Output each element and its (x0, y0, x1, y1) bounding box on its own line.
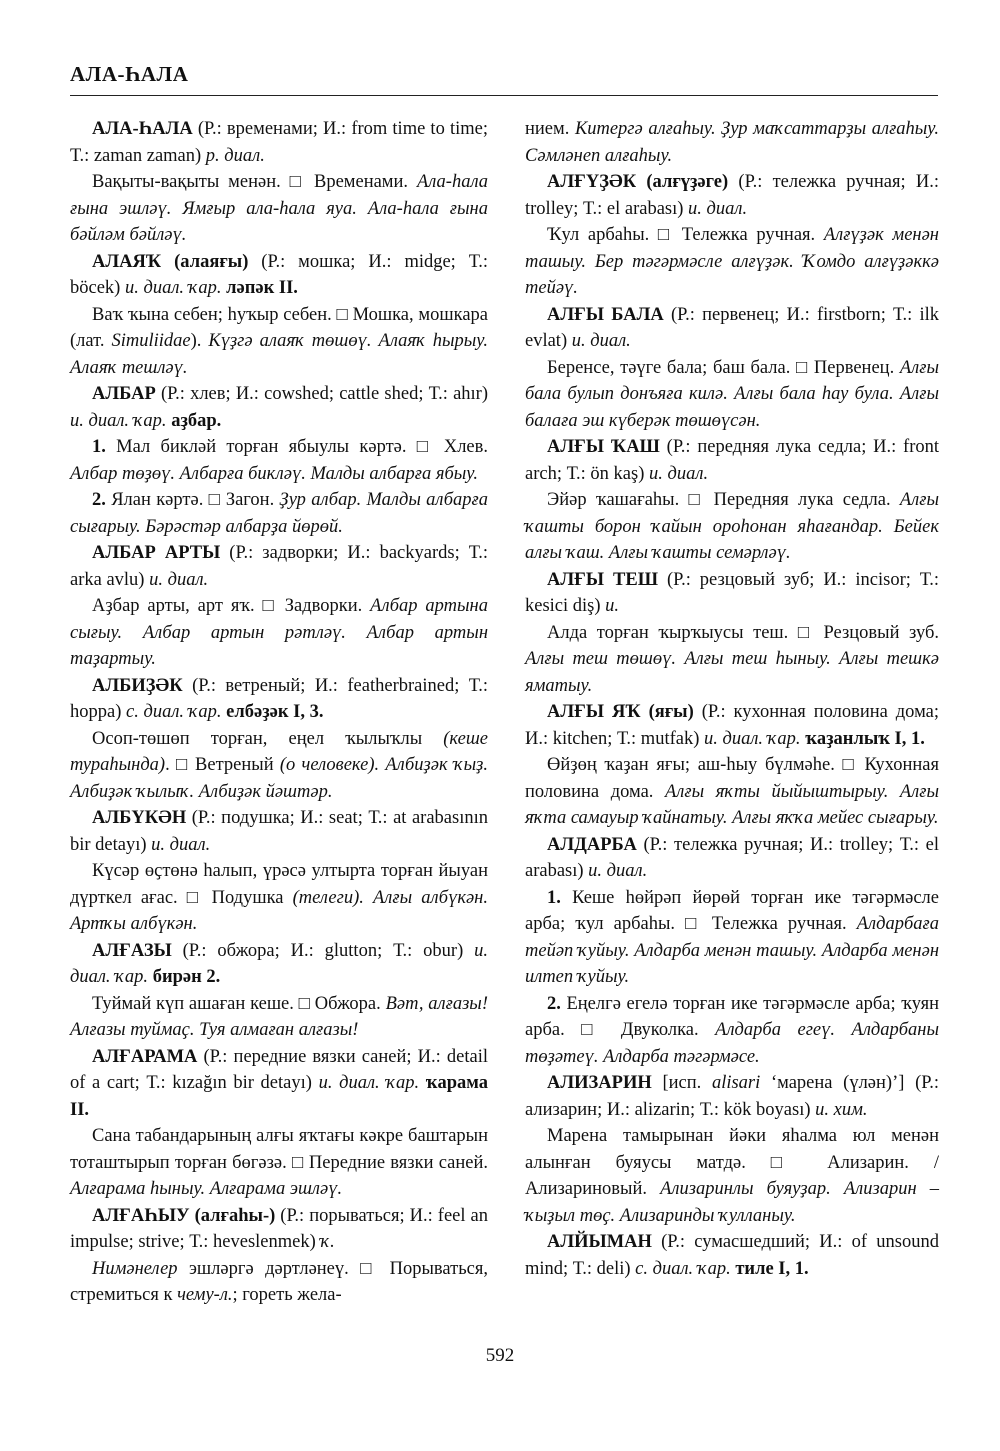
dictionary-entry (70, 249, 488, 302)
italic-text: Ализаринлы буяуҙар. Ализарин – ҡыҙыл төҫ. Ализаринды ҡулланыу. (525, 1179, 939, 1226)
entry-text (70, 991, 488, 1044)
italic-text: (о человеке). Албиҙәк ҡыҙ. Албиҙәк ҡылыҡ. Албиҙәк йәштәр. (70, 755, 488, 802)
text-run: (Р.: порываться; И.: feel an impulse; strive; Т.: heveslenmek) (70, 1205, 488, 1252)
italic-text: и. диал. (588, 861, 648, 881)
text-run: (Р.: кухонная половина дома; И.: kitchen; Т.: mutfak) (525, 702, 939, 749)
italic-text: и. диал. ҡар. (704, 728, 801, 749)
text-run: (Р.: передняя лука седла; И.: front arch; Т.: ön kaş) (525, 437, 939, 484)
italic-text: и. (605, 596, 620, 616)
dictionary-entry (525, 832, 939, 885)
italic-text: и. хим. (815, 1099, 868, 1120)
headword: АЛҒЫ БАЛА (547, 304, 664, 325)
entry-text (525, 1123, 939, 1229)
headword: 2. (92, 490, 106, 510)
dictionary-entry (70, 1044, 488, 1124)
italic-text: с. диал. ҡар. (126, 702, 222, 722)
italic-text: Ҙур албар. Малды албарға сығарыу. Бәрәстәр албарҙа йөрөй. (70, 490, 489, 537)
text-run: (Р.: резцовый зуб; И.: incisor; Т.: kesici diş) (525, 569, 940, 616)
text-run: (Р.: мошка; И.: midge; Т.: böcek) (70, 251, 488, 298)
text-run: ; гореть жела- (232, 1285, 342, 1305)
entry-text (525, 991, 939, 1071)
entry-text (70, 302, 488, 382)
headword: АЛБАР АРТЫ (92, 543, 221, 563)
headword: елбәҙәк I, 3. (221, 702, 324, 722)
headword: АЛҒАЗЫ (92, 940, 172, 961)
dictionary-entry (525, 1070, 939, 1123)
text-run: (Р.: временами; И.: from time to time; Т.: zaman zaman) (70, 119, 488, 166)
italic-text: Күҙгә алаяҡ төшөү. Алаяҡ һырыу. Алаяҡ тешләү. (70, 331, 488, 378)
entry-text (525, 355, 939, 435)
headword: 1. (92, 437, 106, 457)
headword: АЛДАРБА (547, 834, 637, 855)
italic-text: (кеше тураһында) (70, 728, 488, 775)
dictionary-entry (525, 434, 939, 487)
text-run: . □ Ветреный (165, 755, 280, 775)
italic-text: и. диал. (688, 198, 748, 219)
italic-text: Simuliidae (111, 331, 191, 351)
text-run: Кеше һөйрәп йөрөй торған ике тәгәрмәсле арба; ҡул арбаһы. □ Тележка ручная. (525, 887, 939, 934)
text-run: Эйәр ҡашағаһы. □ Передняя лука седла. (547, 490, 900, 510)
text-run: Аҙбар арты, арт яҡ. □ Задворки. (92, 596, 371, 616)
text-run: Беренсе, тәүге бала; баш бала. □ Первенец. (547, 357, 900, 378)
headword: ҡарама II. (70, 1073, 488, 1120)
entry-text (525, 885, 939, 991)
entry-text (70, 434, 488, 487)
dictionary-entry (70, 805, 488, 858)
text-run: (Р.: первенец; И.: firstborn; Т.: ilk evlat) (525, 304, 939, 351)
text-run: Ваҡ ҡына себен; һуҡыр себен. □ Мошка, мошкара (лат. (70, 304, 488, 351)
text-run: [исп. (651, 1073, 712, 1093)
text-run: (Р.: тележка ручная; И.: trolley; Т.: el arabası) (525, 834, 939, 881)
dictionary-entry (70, 381, 488, 434)
dictionary-entry (70, 673, 488, 726)
italic-text: Китергә алғаһыу. Ҙур маҡсаттарҙы алғаһыу. Сәмләнеп алғаһыу. (525, 119, 939, 166)
text-run: (Р.: сумасшедший; И.: of unsound mind; Т.: deli) (525, 1232, 939, 1279)
italic-text: Алдарбаға тейәп ҡуйыу. Алдарба менән ташыу. Алдарба менән илтеп ҡуйыу. (525, 914, 939, 987)
headword: АЛА-ҺАЛА (92, 119, 193, 139)
italic-text: и. диал. (151, 834, 211, 855)
headword: 2. (547, 993, 561, 1014)
entry-text (70, 726, 488, 806)
text-run: Осоп-төшөп торған, еңел ҡылыҡлы (92, 728, 444, 749)
italic-text: и. диал. (571, 331, 631, 351)
italic-text: р. диал. (205, 145, 265, 166)
headword: АЛБИҘӘК (92, 675, 183, 696)
italic-text: и. диал. ҡар. (70, 410, 167, 431)
text-run: Ҡул арбаһы. □ Тележка ручная. (547, 225, 824, 245)
italic-text: и. диал. ҡар. (70, 940, 488, 987)
italic-text: чему-л. (177, 1285, 233, 1305)
entry-text (70, 1123, 488, 1203)
italic-text: (телеги). Алғы албүкән. Артҡы албүкән. (70, 887, 488, 934)
text-run: Ялан кәртә. □ Загон. (105, 490, 280, 510)
text-run: (Р.: ветреный; И.: featherbrained; Т.: hoppa) (70, 675, 488, 722)
text-run: (Р.: обжора; И.: glutton; Т.: obur) (171, 940, 475, 961)
headword: АЛҒАҺЫУ (алғаһы-) (92, 1205, 276, 1226)
italic-text: Ала-һала ғына эшләү. Ямғыр ала-һала яуа. Ала-һала ғына бәйләм бәйләү. (70, 172, 488, 245)
text-run: Туймай күп ашаған кеше. □ Обжора. (92, 993, 386, 1014)
italic-text: и. диал. (149, 569, 209, 590)
headword: ләпәк II. (221, 278, 298, 298)
text-run: Марена тамырынан йәки яһалма юл менән алынған буяусы матдә. □ Ализарин. / Ализариновый. (525, 1126, 939, 1199)
text-run: Мал биклəй торған ябыулы кәртә. □ Хлев. (105, 437, 488, 457)
dictionary-entry (70, 938, 488, 991)
entry-text (525, 487, 939, 567)
dictionary-entry (525, 302, 939, 355)
text-run: ). (190, 331, 209, 351)
text-run: (Р.: задворки; И.: backyards; Т.: arka avlu) (70, 543, 488, 590)
text-run: (Р.: подушка; И.: seat; Т.: at arabasının bir detayı) (70, 808, 488, 855)
italic-text: Алғы яҡты йыйыштырыу. Алғы яҡта самауыр ҡайнатыу. Алғы яҡҡа мейес сығарыу. (525, 781, 939, 828)
text-run: эшләргә дәртләнеү. □ Порываться, стремиться к (70, 1258, 488, 1305)
text-run: Сана табандарының алғы яҡтағы кәкре баштарын тоташтырып торған бөгәзә. □ Передние вязки саней. (70, 1126, 488, 1173)
italic-text: и. диал. (649, 463, 709, 484)
dictionary-entry (525, 567, 939, 620)
headword: бирән 2. (148, 967, 221, 987)
headword: АЛҒАРАМА (92, 1046, 198, 1067)
headword: АЛҒЫ ТЕШ (547, 569, 659, 590)
dictionary-entry (70, 116, 488, 169)
headword: тиле I, 1. (730, 1258, 809, 1279)
italic-text: Алғы бала булып донъяға килә. Алғы бала һау була. Алғы балаға эш күберәк төшөүсән. (525, 357, 939, 431)
italic-text: и. диал. ҡар. (124, 278, 222, 298)
running-head-title: АЛА-ҺАЛА (70, 62, 189, 86)
entry-text (70, 858, 488, 938)
italic-text: Алғүҙәк менән ташыу. Бер тәгәрмәсле алғүҙәк. Ҡомдо алғүҙәккә тейәү. (525, 225, 939, 298)
italic-text: и. диал. ҡар. (318, 1073, 420, 1093)
dictionary-entry (525, 169, 939, 222)
entry-text (70, 1256, 488, 1309)
entry-text (525, 222, 939, 302)
text-run: (Р.: передние вязки саней; И.: detail of a cart; Т.: kızağın bir detayı) (70, 1046, 488, 1093)
italic-text: Нимәнелер (92, 1258, 178, 1279)
headword: аҙбар. (166, 410, 222, 431)
page-number: 592 (485, 1345, 515, 1366)
headword: АЛАЯҠ (алаяғы) (92, 251, 249, 272)
dictionary-entry (525, 1229, 939, 1282)
italic-text: Вәт, алғазы! Алғазы туймаҫ. Туя алмаған алғазы! (70, 993, 488, 1040)
text-run: (Р.: тележка ручная; И.: trolley; Т.: el arabası) (525, 172, 939, 219)
entry-text (70, 593, 488, 673)
headword: АЛБҮКӘН (92, 808, 187, 828)
text-run: Еңелгә егелә торған ике тәгәрмәсле арба; ҡуян арба. □ Двуколка. (525, 993, 939, 1040)
text-run: Вақыты-вақыты менән. □ Временами. (92, 172, 417, 192)
headword: АЛБАР (92, 384, 156, 404)
headword: АЛҒЫ ҠАШ (547, 437, 660, 457)
italic-text: alisari (711, 1073, 761, 1093)
text-run: Өйҙөң ҡаҙан яғы; аш-һыу бүлмәһе. □ Кухонная половина дома. (525, 755, 939, 802)
italic-text: с. диал. ҡар. (635, 1258, 731, 1279)
text-run: нием. (525, 119, 575, 139)
headword: ҡаҙанлыҡ I, 1. (800, 728, 925, 749)
text-run: ‘марена (үлән)’] (Р.: ализарин; И.: alizarin; Т.: kök boyası) (525, 1073, 939, 1120)
italic-text: Алғы теш төшөү. Алғы теш һыныу. Алғы тешкә яматыу. (525, 649, 939, 696)
entry-text (525, 116, 939, 169)
entry-text (525, 620, 939, 700)
entry-text (70, 169, 488, 249)
dictionary-entry (525, 699, 939, 752)
header-rule (70, 95, 938, 96)
headword: АЛҒҮҘӘК (алғүҙәге) (547, 172, 729, 192)
italic-text: Алғарама һыныу. Алғарама эшләү. (70, 1179, 343, 1199)
entry-text (525, 752, 939, 832)
italic-text: ҡ. (320, 1232, 335, 1252)
text-run: (Р.: хлев; И.: cowshed; cattle shed; Т.: ahır) (155, 384, 488, 404)
text-run: Күсәр өҫтөнә һалып, үрәсә ултырта торған йыуан дүрткел ағас. □ Подушка (70, 861, 488, 908)
italic-text: Алдарба егеү. Алдарбаны төҙәтеү. Алдарба тәгәрмәсе. (525, 1020, 940, 1067)
italic-text: Алғы ҡашты борон ҡайын ороһонан яһағандар. Бейек алғы ҡаш. Алғы ҡашты семәрләү. (525, 490, 939, 563)
italic-text: Албар төҙөү. Албарға бикләү. Малды албарға ябыу. (70, 463, 478, 484)
dictionary-entry (70, 1203, 488, 1256)
headword: АЛҒЫ ЯҠ (яғы) (547, 702, 694, 722)
headword: АЛЙЫМАН (547, 1232, 652, 1252)
entry-text (70, 487, 488, 540)
headword: АЛИЗАРИН (547, 1073, 652, 1093)
right-column (525, 116, 939, 1282)
left-column (70, 116, 488, 1309)
dictionary-entry (70, 540, 488, 593)
headword: 1. (547, 887, 561, 908)
text-run: Алда торған ҡырҡыусы теш. □ Резцовый зуб. (547, 622, 939, 643)
italic-text: Албар артына сығыу. Албар артын рәтләү. Албар артын таҙартыу. (70, 596, 488, 669)
